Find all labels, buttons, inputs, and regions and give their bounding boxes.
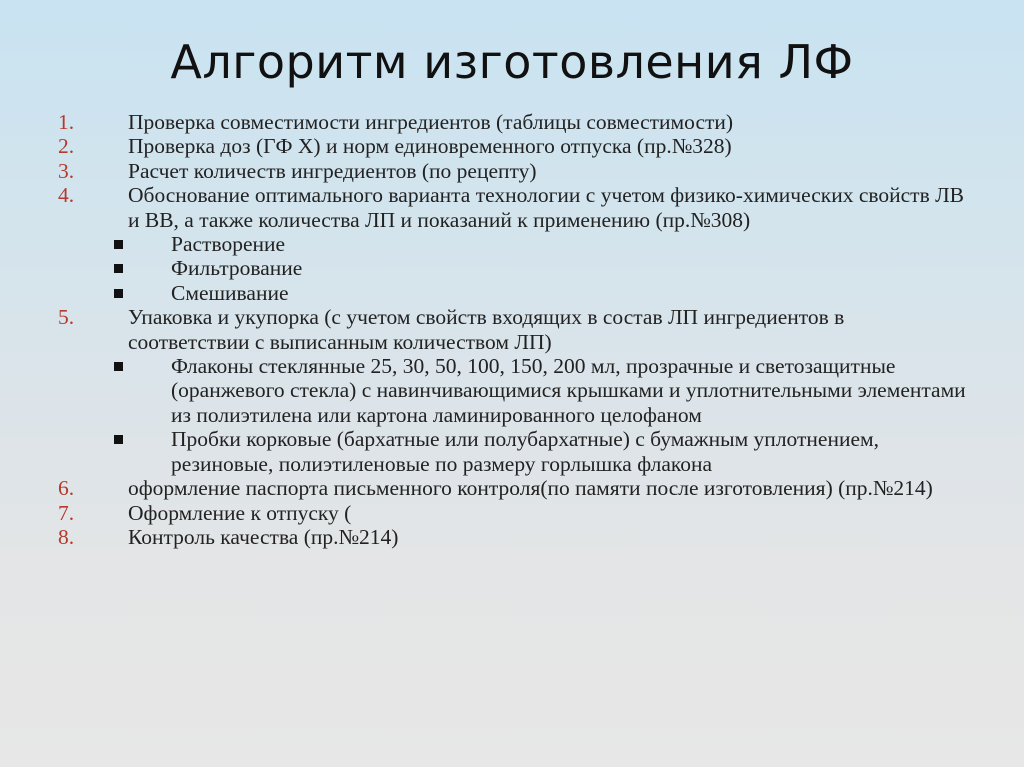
list-item-6 — [0, 476, 968, 500]
sub-item-dissolution — [0, 232, 971, 256]
item-number: 5. — [58, 305, 75, 330]
list-item-7 — [0, 501, 968, 525]
sub-item-filtration — [0, 256, 971, 280]
list-item-5 — [0, 305, 968, 354]
list-item-3 — [0, 159, 968, 183]
sub-item-mixing — [0, 281, 971, 305]
sub-item-text: Растворение — [171, 232, 286, 257]
item-text: Упаковка и укупорка (с учетом свойств входящих в состав ЛП ингредиентов в соответствии с выписанным количеством ЛП) — [128, 305, 845, 354]
item-text: Оформление к отпуску ( — [128, 500, 352, 525]
list-item-2 — [0, 134, 968, 158]
sub-item-text: Фильтрование — [171, 256, 303, 281]
item-text: оформление паспорта письменного контроля(по памяти после изготовления) (пр.№214) — [128, 476, 933, 501]
sub-item-stoppers — [0, 427, 971, 476]
sub-item-text: Смешивание — [171, 280, 289, 305]
item-number: 8. — [58, 524, 75, 549]
slide-title: Алгоритм изготовления ЛФ — [170, 35, 854, 89]
square-bullet-icon — [114, 362, 123, 371]
item-text: Контроль качества (пр.№214) — [128, 524, 399, 549]
item-number: 7. — [58, 500, 75, 525]
square-bullet-icon — [114, 240, 123, 249]
item-number: 4. — [58, 183, 75, 208]
list-item-4 — [0, 183, 968, 232]
sub-item-text: Пробки корковые (бархатные или полубархатные) с бумажным уплотнением, резиновые, полиэтиленовые по размеру горлышка флакона — [171, 427, 879, 476]
item-text: Обоснование оптимального варианта технологии с учетом физико-химических свойств ЛВ и ВВ, а также количества ЛП и показаний к применению (пр.№308) — [128, 183, 965, 232]
square-bullet-icon — [114, 435, 123, 444]
item-number: 1. — [58, 110, 75, 134]
square-bullet-icon — [114, 264, 123, 273]
item-number: 2. — [58, 134, 75, 159]
list-item-1 — [0, 110, 968, 134]
algorithm-list — [0, 110, 1024, 549]
item-number: 3. — [58, 158, 75, 183]
item-text: Проверка доз (ГФ Х) и норм единовременного отпуска (пр.№328) — [128, 134, 732, 159]
list-item-8 — [0, 525, 968, 549]
item-text: Проверка совместимости ингредиентов (таблицы совместимости) — [128, 110, 734, 134]
square-bullet-icon — [114, 289, 123, 298]
sub-item-text: Флаконы стеклянные 25, 30, 50, 100, 150, 200 мл, прозрачные и светозащитные (оранжевого стекла) с навинчивающимися крышками и уплотнительными элементами из полиэтилена или картона ламинированного целофаном — [171, 354, 966, 427]
sub-item-glass-bottles — [0, 354, 971, 427]
item-number: 6. — [58, 476, 75, 501]
item-text: Расчет количеств ингредиентов (по рецепту) — [128, 158, 537, 183]
